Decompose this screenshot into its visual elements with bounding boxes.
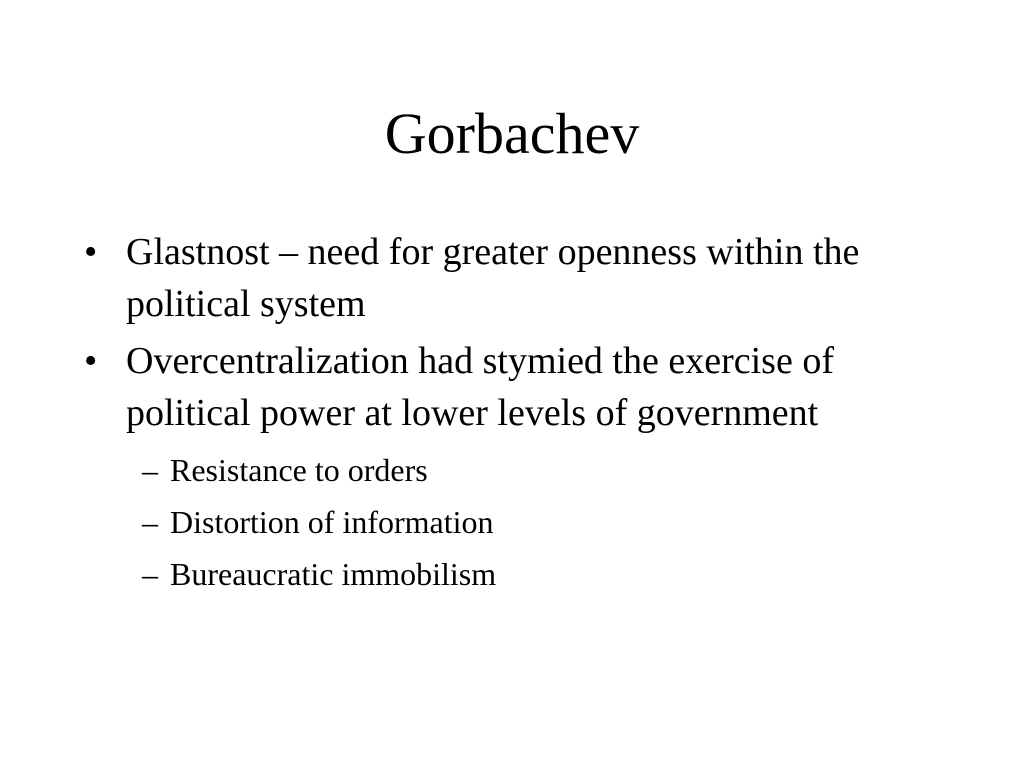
bullet-list [84, 226, 954, 600]
sub-bullet-text: Distortion of information [170, 504, 494, 540]
sub-bullet-marker: – [142, 452, 158, 488]
sub-bullet-item [84, 548, 954, 600]
sub-bullet-group [84, 444, 954, 600]
bullet-marker: • [84, 231, 98, 273]
sub-bullet-item [84, 496, 954, 548]
sub-bullet-marker: – [142, 556, 158, 592]
slide-title: Gorbachev [384, 101, 640, 166]
sub-bullet-marker: – [142, 504, 158, 540]
bullet-text: Glastnost – need for greater openness within the political system [126, 231, 860, 325]
sub-bullet-text: Bureaucratic immobilism [170, 556, 497, 592]
sub-bullet-text: Resistance to orders [170, 452, 428, 488]
bullet-marker: • [84, 340, 98, 382]
sub-bullet-item [84, 444, 954, 496]
bullet-text: Overcentralization had stymied the exercise of political power at lower levels of government [126, 340, 834, 434]
bullet-item [84, 335, 954, 439]
sub-bullet-list [84, 444, 954, 600]
bullet-item [84, 226, 954, 330]
